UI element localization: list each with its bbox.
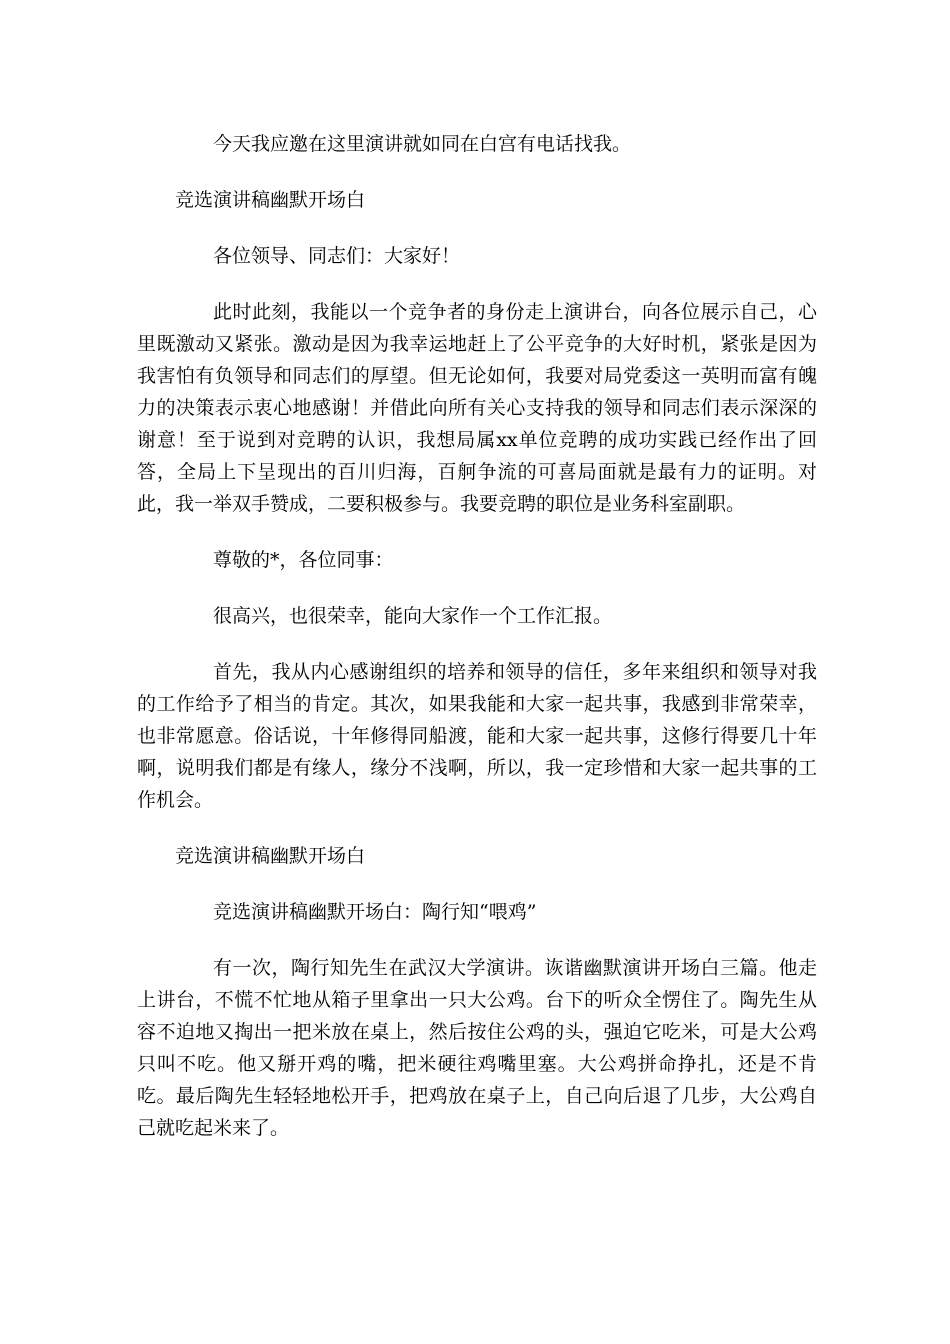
paragraph-salutation: 尊敬的*，各位同事： <box>213 549 394 571</box>
paragraph-body: 有一次，陶行知先生在武汉大学演讲。诙谐幽默演讲开场白三篇。他走上讲台，不慌不忙地从箱子里拿出一只大公鸡。台下的听众全愣住了。陶先生从容不迫地又掏出一把米放在桌上，然后按住公鸡的头，强迫它吃米，可是大公鸡只叫不吃。他又掰开鸡的嘴，把米硬往鸡嘴里塞。大公鸡拼命挣扎，还是不肯吃。最后陶先生轻轻地松开手，把鸡放在桌子上，自己向后退了几步，大公鸡自己就吃起米来了。 <box>137 957 817 1139</box>
paragraph-subheading: 竞选演讲稿幽默开场白：陶行知“喂鸡” <box>213 901 537 923</box>
section-heading: 竞选演讲稿幽默开场白 <box>175 845 366 867</box>
paragraph-body: 很高兴，也很荣幸，能向大家作一个工作汇报。 <box>213 605 613 627</box>
paragraph-salutation: 各位领导、同志们：大家好！ <box>213 245 461 267</box>
document-body <box>137 128 817 1168</box>
paragraph-body: 首先，我从内心感谢组织的培养和领导的信任，多年来组织和领导对我的工作给予了相当的肯定。其次，如果我能和大家一起共事，我感到非常荣幸，也非常愿意。俗话说，十年修得同船渡，能和大家一起共事，这修行得要几十年啊，说明我们都是有缘人，缘分不浅啊，所以，我一定珍惜和大家一起共事的工作机会。 <box>137 661 817 811</box>
section-heading: 竞选演讲稿幽默开场白 <box>175 189 366 211</box>
paragraph-body: 此时此刻，我能以一个竞争者的身份走上演讲台，向各位展示自己，心里既激动又紧张。激动是因为我幸运地赶上了公平竞争的大好时机，紧张是因为我害怕有负领导和同志们的厚望。但无论如何，我要对局党委这一英明而富有魄力的决策表示衷心地感谢！并借此向所有关心支持我的领导和同志们表示深深的谢意！至于说到对竞聘的认识，我想局属xx单位竞聘的成功实践已经作出了回答，全局上下呈现出的百川归海，百舸争流的可喜局面就是最有力的证明。对此，我一举双手赞成，二要积极参与。我要竞聘的职位是业务科室副职。 <box>137 301 817 515</box>
paragraph-intro: 今天我应邀在这里演讲就如同在白宫有电话找我。 <box>213 133 632 155</box>
